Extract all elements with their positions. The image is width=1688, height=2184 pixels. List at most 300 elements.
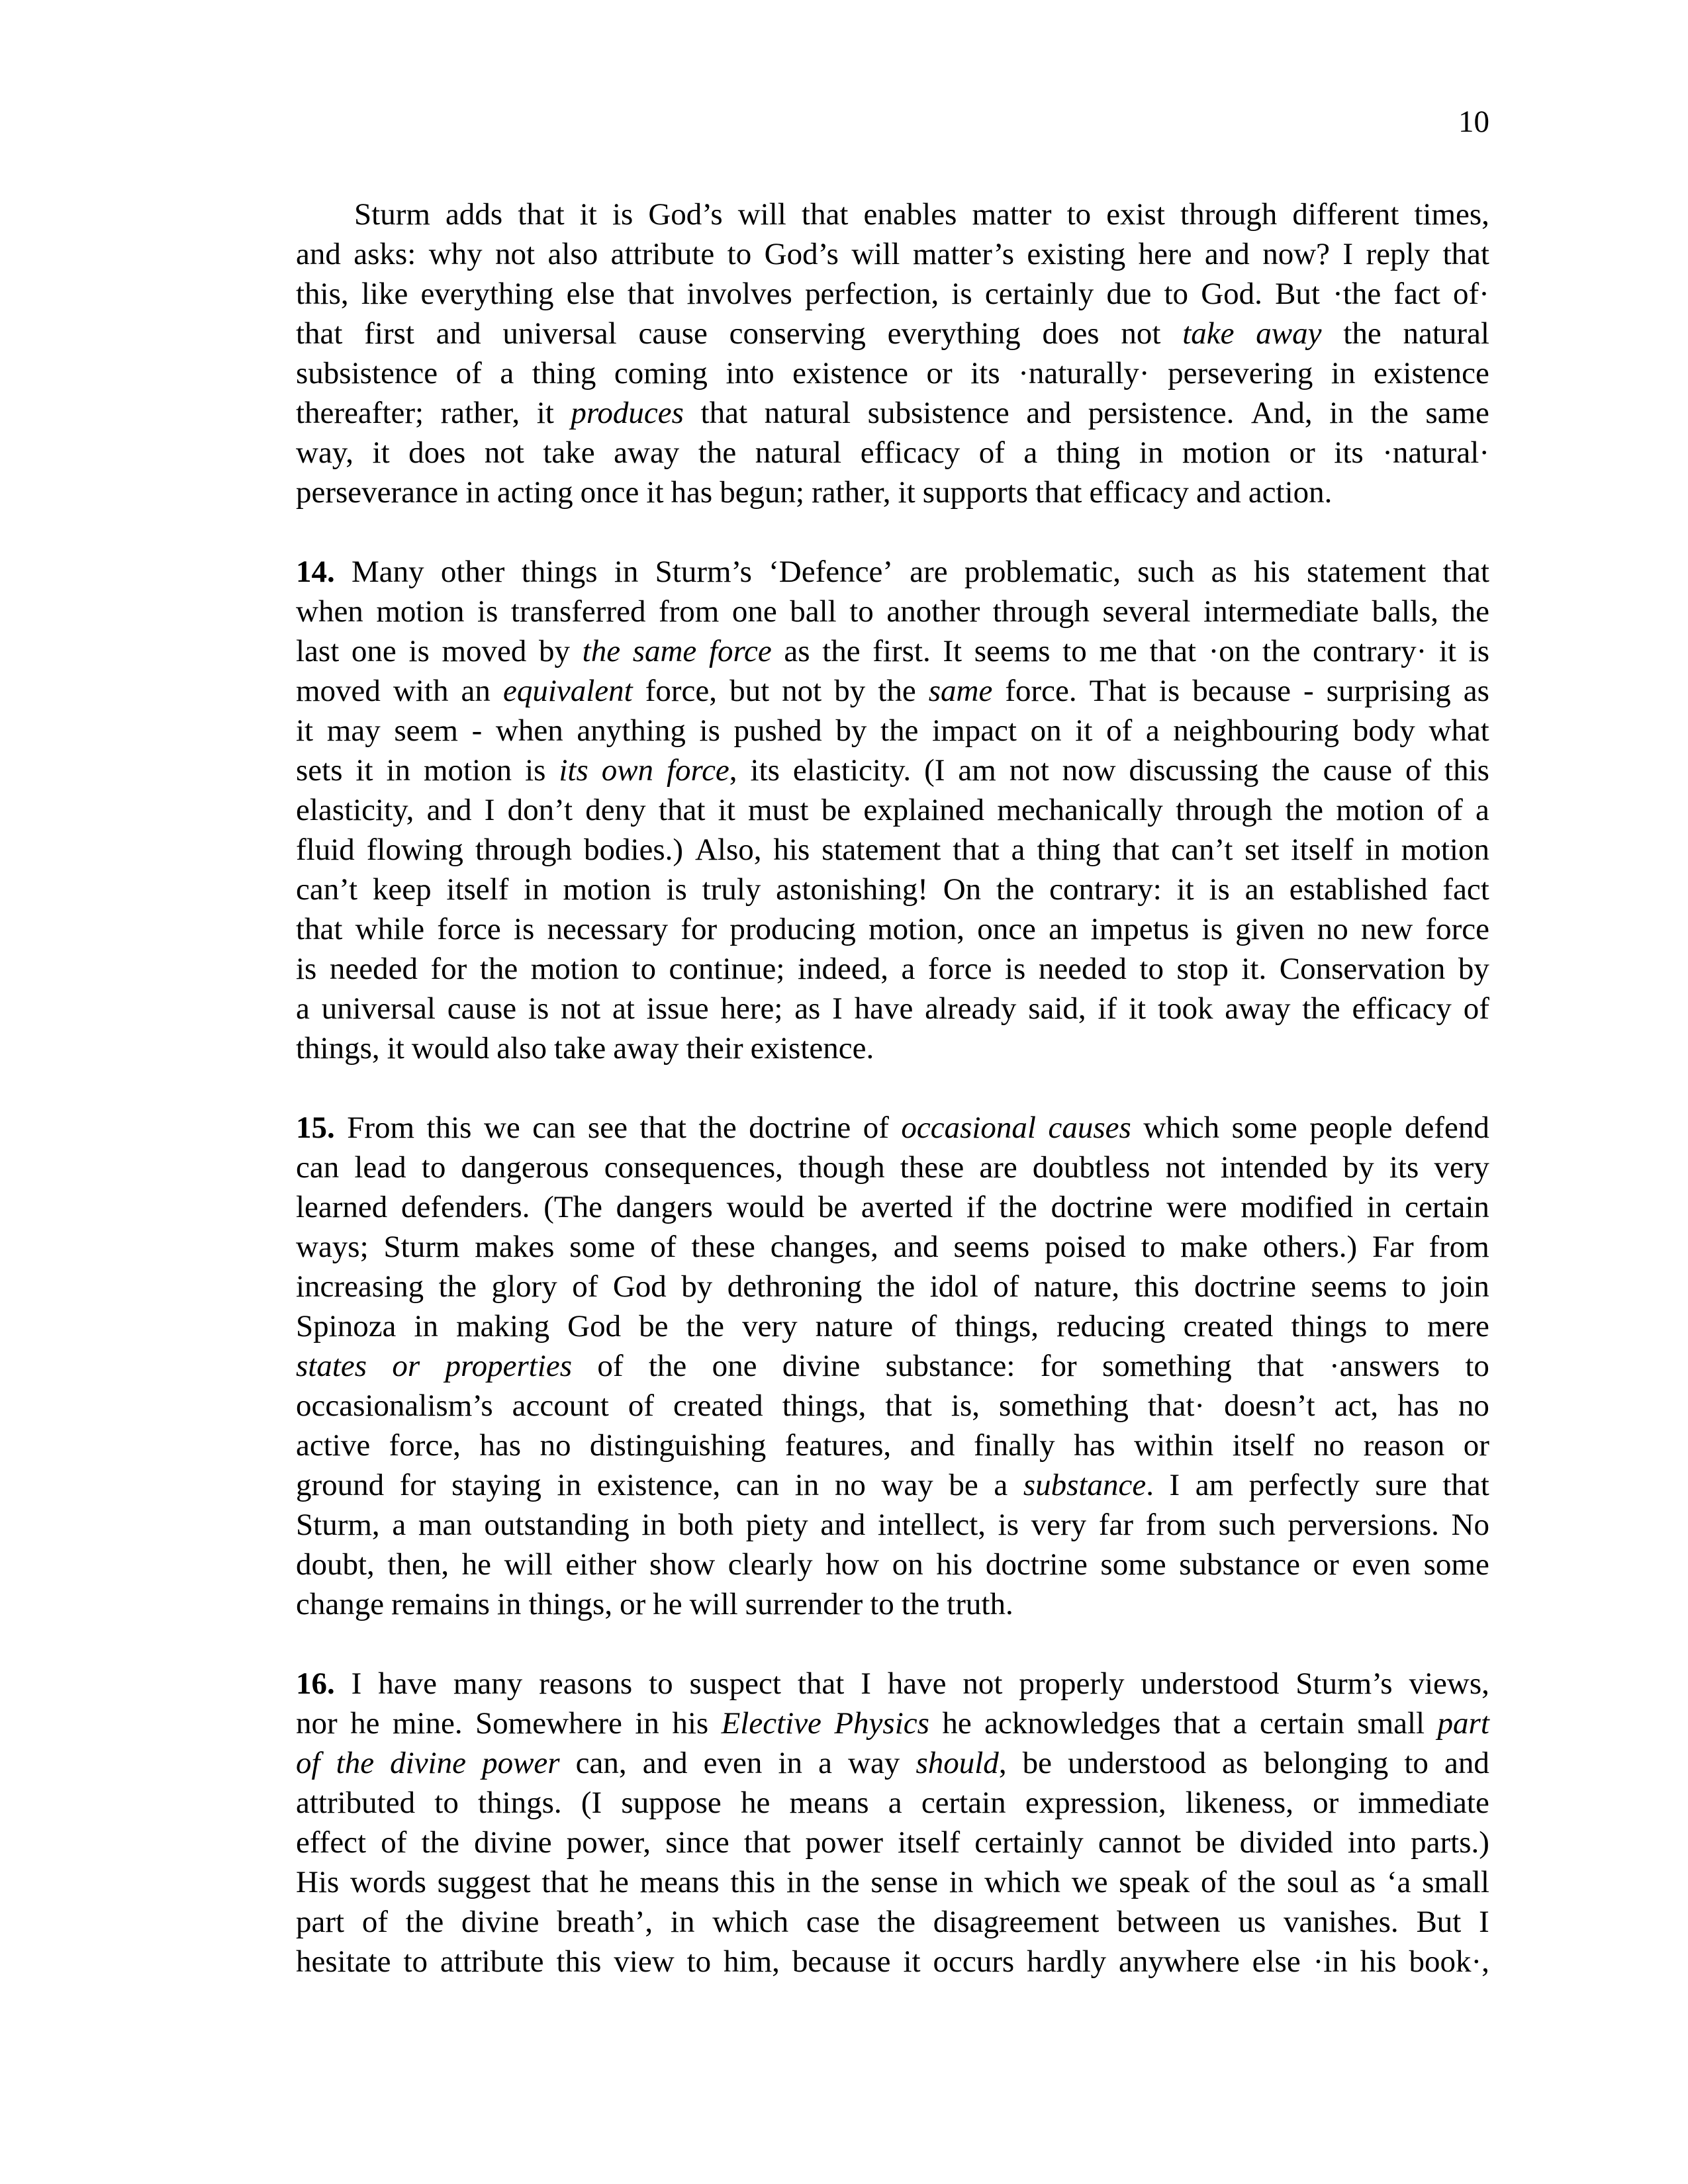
word: cause	[447, 991, 517, 1026]
word: through	[1176, 793, 1273, 827]
word: and	[1196, 475, 1241, 510]
word: bodies.)	[583, 833, 684, 867]
word: same	[928, 674, 993, 708]
word: that	[743, 1825, 791, 1860]
word: attribute	[440, 1944, 544, 1979]
word: I	[484, 793, 495, 827]
word: way	[848, 1746, 900, 1780]
word: and	[1026, 396, 1072, 430]
word: will	[504, 1547, 553, 1582]
word: ·natural·	[1382, 435, 1489, 470]
word: body	[1352, 713, 1415, 748]
word: way,	[296, 435, 354, 470]
word: moved	[442, 634, 527, 668]
word: book·,	[1409, 1944, 1489, 1979]
word: occurs	[933, 1944, 1015, 1979]
word: must	[748, 793, 809, 827]
word: else	[1252, 1944, 1301, 1979]
word: would	[726, 1190, 805, 1224]
word: as	[1211, 555, 1237, 589]
word: the	[1237, 1865, 1276, 1899]
text-line	[296, 1346, 1489, 1386]
text-line	[296, 870, 1489, 909]
word: same	[632, 634, 697, 668]
word: the	[999, 1190, 1037, 1224]
word: be	[821, 793, 851, 827]
word: fact	[1393, 277, 1440, 311]
word: things	[1291, 1309, 1368, 1343]
word: elasticity,	[296, 793, 414, 827]
word: that	[627, 277, 675, 311]
word: hesitate	[296, 1944, 391, 1979]
word: because	[1192, 674, 1291, 708]
word: part	[1437, 1706, 1489, 1741]
word: sense	[870, 1865, 939, 1899]
word: the	[876, 1269, 915, 1304]
text-line	[296, 671, 1489, 711]
word: for	[680, 912, 718, 946]
word: thing	[1056, 435, 1121, 470]
word: motion	[530, 952, 619, 986]
word: intended	[1220, 1150, 1328, 1185]
word: be	[1196, 1825, 1225, 1860]
word: does	[408, 435, 466, 470]
word: existing	[1027, 237, 1126, 271]
text-line	[296, 1187, 1489, 1227]
word: can	[296, 1150, 340, 1185]
text-line	[296, 1426, 1489, 1465]
word: created	[673, 1388, 763, 1423]
word: said,	[1028, 991, 1086, 1026]
word: force	[927, 952, 992, 986]
word: impact	[932, 713, 1017, 748]
word: it	[1438, 634, 1456, 668]
word: the	[1343, 316, 1382, 351]
word: to	[1164, 277, 1189, 311]
word: that	[801, 197, 849, 232]
word: I	[1169, 1468, 1180, 1502]
text-line	[296, 1584, 1489, 1624]
word: action.	[1248, 475, 1333, 510]
word: -	[1303, 674, 1314, 708]
word: staying	[451, 1468, 541, 1502]
word: first	[364, 316, 414, 351]
text-line	[296, 195, 1489, 234]
word: cause	[1323, 753, 1393, 788]
word: doubtless	[1032, 1150, 1150, 1185]
word: dangerous	[461, 1150, 589, 1185]
word: of	[455, 356, 482, 390]
word: it	[387, 1031, 404, 1066]
word: finally	[973, 1428, 1055, 1463]
word: not	[1009, 753, 1049, 788]
word: part	[296, 1905, 345, 1939]
word: through	[992, 594, 1090, 629]
word: motion	[1182, 435, 1271, 470]
word: has	[1397, 1388, 1439, 1423]
word: sure	[1375, 1468, 1427, 1502]
word: while	[355, 912, 425, 946]
word: to	[1401, 1269, 1427, 1304]
word: should,	[915, 1746, 1007, 1780]
word: in	[614, 555, 639, 589]
word: natural	[764, 396, 851, 430]
word: of	[1200, 1865, 1227, 1899]
word: by	[1458, 952, 1489, 986]
word: one	[351, 634, 397, 668]
word: Sturm	[354, 197, 430, 232]
word: increasing	[296, 1269, 424, 1304]
word: or	[1289, 435, 1315, 470]
word: defend	[1405, 1111, 1489, 1145]
word: Physics	[834, 1706, 929, 1741]
word: that	[639, 1111, 686, 1145]
word: people	[1309, 1111, 1393, 1145]
word: through	[1180, 197, 1278, 232]
word: God	[567, 1309, 622, 1343]
word: its	[1334, 435, 1364, 470]
word: acting	[496, 475, 573, 510]
word: is	[1158, 674, 1180, 708]
word: or	[620, 1587, 646, 1621]
word: though	[798, 1150, 885, 1185]
word: has	[479, 1428, 522, 1463]
word: glory	[491, 1269, 557, 1304]
word: last	[296, 634, 340, 668]
word: intellect,	[877, 1508, 986, 1542]
word: active	[296, 1428, 371, 1463]
word: certain	[1405, 1190, 1489, 1224]
word: averted	[861, 1190, 953, 1224]
word: in	[786, 1865, 811, 1899]
word: occasional	[901, 1111, 1036, 1145]
word: contrary:	[1049, 872, 1162, 907]
word: in	[949, 1865, 974, 1899]
word: Elective	[721, 1706, 821, 1741]
word: as	[1463, 674, 1489, 708]
word: Conservation	[1279, 952, 1446, 986]
word: ground	[296, 1468, 385, 1502]
word: which	[984, 1865, 1061, 1899]
word: subsistence	[296, 356, 438, 390]
word: substance	[1179, 1547, 1300, 1582]
word: motion,	[868, 912, 965, 946]
word: fluid	[296, 833, 355, 867]
word: speak	[1119, 1865, 1190, 1899]
word: in	[465, 475, 490, 510]
word: acknowledges	[984, 1706, 1161, 1741]
word: persevering	[1168, 356, 1313, 390]
word: ‘Defence’	[769, 555, 893, 589]
word: a	[1476, 793, 1489, 827]
text-line	[296, 1505, 1489, 1545]
word: statement	[1307, 555, 1427, 589]
word: not	[1165, 1150, 1205, 1185]
word: this	[730, 1865, 776, 1899]
word: he	[350, 1706, 380, 1741]
word: everything	[887, 316, 1021, 351]
word: to	[1141, 1230, 1166, 1264]
word: like	[361, 277, 408, 311]
word: everything	[420, 277, 554, 311]
word: to	[403, 1944, 428, 1979]
word: can	[735, 1468, 780, 1502]
word: poised	[1045, 1230, 1126, 1264]
word: not	[1121, 316, 1161, 351]
word: On	[943, 872, 982, 907]
word: something	[999, 1388, 1129, 1423]
page-number: 10	[1458, 105, 1489, 139]
word: be	[1022, 1746, 1053, 1780]
word: take	[1182, 316, 1235, 351]
word: to	[649, 1666, 673, 1701]
word: of	[628, 1388, 654, 1423]
word: is	[612, 197, 633, 232]
word: or	[1463, 1428, 1489, 1463]
word: remains	[391, 1587, 490, 1621]
word: certainly	[974, 1825, 1084, 1860]
word: suppose	[621, 1786, 722, 1820]
word: persistence.	[1088, 396, 1235, 430]
word: it	[646, 475, 664, 510]
word: attributed	[296, 1786, 416, 1820]
word: hardly	[1027, 1944, 1107, 1979]
word: -	[471, 713, 483, 748]
word: once	[580, 475, 639, 510]
word: his	[1254, 555, 1290, 589]
word: things,	[782, 1388, 867, 1423]
word: here	[1138, 237, 1192, 271]
word: of	[911, 1309, 937, 1343]
word: its	[750, 753, 780, 788]
word: set	[1244, 833, 1280, 867]
word: that	[658, 793, 706, 827]
word: existence.	[750, 1031, 874, 1066]
word: that	[296, 912, 343, 946]
word: Also,	[694, 833, 762, 867]
word: makes	[475, 1230, 555, 1264]
word: see	[587, 1111, 628, 1145]
word: very	[1031, 1508, 1087, 1542]
word: have	[854, 991, 914, 1026]
word: some	[569, 1230, 635, 1264]
word: the	[878, 674, 916, 708]
word: and	[1444, 1746, 1489, 1780]
word: in	[1365, 833, 1389, 867]
word: asks:	[353, 237, 416, 271]
word: intermediate	[1203, 594, 1360, 629]
word: existence	[1374, 356, 1489, 390]
word: perfection,	[804, 277, 939, 311]
word: itself	[446, 872, 509, 907]
word: from	[1429, 1230, 1489, 1264]
word: can’t	[1171, 833, 1233, 867]
word: me	[1099, 634, 1137, 668]
word: has	[671, 475, 713, 510]
word: that	[885, 1388, 932, 1423]
word: God’s	[764, 237, 839, 271]
word: attribute	[610, 237, 715, 271]
word: to	[421, 1150, 446, 1185]
word: it	[1075, 713, 1093, 748]
word: immediate	[1358, 1786, 1489, 1820]
word: in	[1366, 1190, 1391, 1224]
word: a	[888, 1786, 902, 1820]
word: the	[648, 1349, 687, 1383]
word: perseverance	[296, 475, 459, 510]
word: that	[541, 1865, 588, 1899]
word: things,	[955, 1309, 1039, 1343]
word: we	[1071, 1865, 1108, 1899]
word: other	[440, 555, 505, 589]
word: an	[461, 674, 491, 708]
word: deny	[585, 793, 646, 827]
word: It	[943, 634, 962, 668]
text-line	[296, 830, 1489, 870]
word: thing	[1037, 833, 1101, 867]
word: reply	[1366, 237, 1430, 271]
word: that	[1112, 833, 1160, 867]
word: consequences,	[604, 1150, 783, 1185]
word: no	[1317, 912, 1348, 946]
word: times,	[1414, 197, 1489, 232]
word: exist	[1106, 197, 1165, 232]
word: own	[601, 753, 654, 788]
word: the	[877, 1905, 915, 1939]
word: or	[1313, 1547, 1339, 1582]
word: involves	[686, 277, 792, 311]
word: force	[1425, 912, 1489, 946]
word: can	[532, 1111, 576, 1145]
word: Sturm’s	[1295, 1666, 1393, 1701]
text-line	[296, 1823, 1489, 1862]
word: things	[521, 555, 598, 589]
word: begun;	[720, 475, 805, 510]
word: itself	[1232, 1428, 1295, 1463]
word: efficacy	[1352, 991, 1452, 1026]
word: perversions.	[1288, 1508, 1439, 1542]
word: in	[1331, 356, 1356, 390]
word: is	[666, 872, 687, 907]
word: cannot	[1098, 1825, 1182, 1860]
word: is	[296, 952, 317, 986]
word: these	[691, 1230, 755, 1264]
word: power	[482, 1746, 560, 1780]
word: he	[740, 1786, 771, 1820]
word: also	[547, 237, 598, 271]
word: in	[635, 1706, 659, 1741]
word: that	[797, 1666, 845, 1701]
text-line	[296, 1386, 1489, 1426]
word: cause	[638, 316, 708, 351]
paragraph-16	[296, 1664, 1489, 1981]
word: reason	[1363, 1428, 1445, 1463]
word: very	[742, 1309, 798, 1343]
word: small	[1357, 1706, 1425, 1741]
word: am	[1195, 1468, 1234, 1502]
word: breath’,	[557, 1905, 653, 1939]
word: thereafter;	[296, 396, 424, 430]
word: to	[434, 1786, 459, 1820]
word: by	[681, 1269, 713, 1304]
word: what	[1429, 713, 1489, 748]
word: anything	[577, 713, 686, 748]
word: God.	[1201, 277, 1262, 311]
word: equivalent	[502, 674, 633, 708]
word: necessary	[547, 912, 669, 946]
word: it	[1129, 991, 1147, 1026]
word: both	[678, 1508, 734, 1542]
text-line	[296, 1862, 1489, 1902]
text-line	[296, 1704, 1489, 1743]
word: one	[712, 1349, 757, 1383]
word: his	[773, 833, 810, 867]
word: itself	[898, 1825, 961, 1860]
word: that	[518, 197, 565, 232]
word: can,	[575, 1746, 627, 1780]
word: ·answers	[1329, 1349, 1440, 1383]
word: itself	[1291, 833, 1354, 867]
word: is	[699, 713, 720, 748]
word: I	[1342, 237, 1354, 271]
word: and	[893, 1230, 939, 1264]
word: then,	[387, 1547, 449, 1582]
word: of	[1106, 713, 1133, 748]
word: for	[1040, 1349, 1077, 1383]
word: now?	[1262, 237, 1331, 271]
word: many	[453, 1666, 523, 1701]
word: into	[1347, 1825, 1397, 1860]
word: divine	[461, 1905, 539, 1939]
word: be	[949, 1468, 978, 1502]
word: distinguishing	[589, 1428, 767, 1463]
word: account	[512, 1388, 609, 1423]
word: into	[726, 356, 774, 390]
word: or	[1313, 1786, 1339, 1820]
word: the	[686, 1309, 725, 1343]
word: discussing	[1129, 753, 1259, 788]
word: but	[729, 674, 770, 708]
word: to	[1404, 1746, 1429, 1780]
word: adds	[445, 197, 503, 232]
word: nature,	[1033, 1269, 1120, 1304]
word: its	[559, 753, 588, 788]
word: with	[393, 674, 449, 708]
text-line	[296, 711, 1489, 751]
word: that	[1442, 237, 1489, 271]
word: That	[1089, 674, 1147, 708]
word: make	[1180, 1230, 1248, 1264]
word: Sturm’s	[655, 555, 752, 589]
word: it	[718, 793, 735, 827]
word: join	[1440, 1269, 1489, 1304]
word: doesn’t	[1224, 1388, 1315, 1423]
word: force.	[1005, 674, 1077, 708]
word: now	[1062, 753, 1116, 788]
word: are	[979, 1150, 1017, 1185]
word: and	[296, 237, 341, 271]
word: it	[579, 197, 597, 232]
word: flowing	[366, 833, 463, 867]
word: because	[792, 1944, 891, 1979]
word: outstanding	[484, 1508, 630, 1542]
word: and	[426, 793, 472, 827]
word: the	[405, 1905, 444, 1939]
word: means	[639, 1865, 720, 1899]
word: as	[1222, 1746, 1248, 1780]
word: that	[1149, 634, 1196, 668]
word: to	[686, 1944, 712, 1979]
